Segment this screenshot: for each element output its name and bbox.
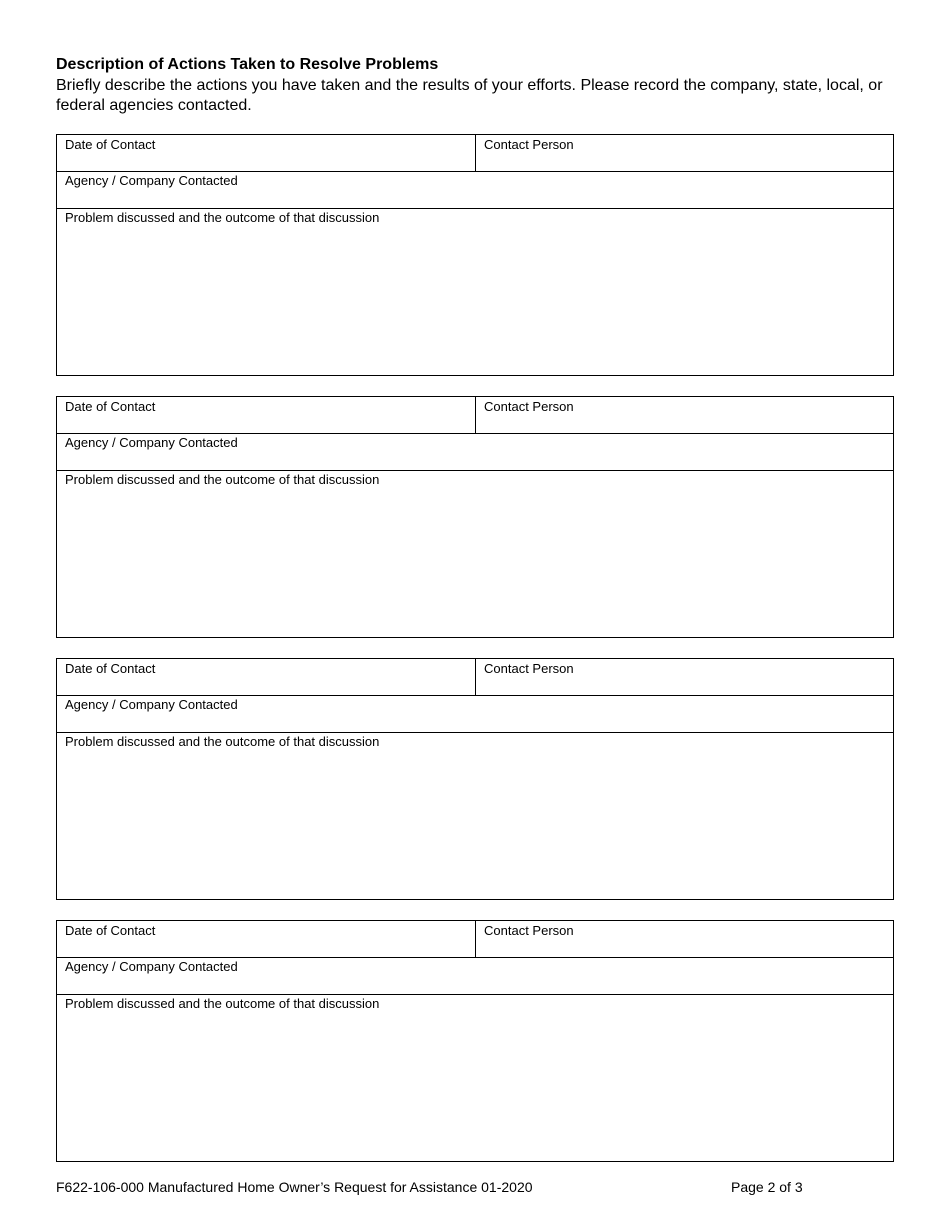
contact-person-label: Contact Person <box>484 137 574 152</box>
contact-person-label: Contact Person <box>484 923 574 938</box>
problem-discussed-label: Problem discussed and the outcome of that discussion <box>65 734 380 749</box>
field-divider <box>475 659 476 695</box>
agency-contacted-label: Agency / Company Contacted <box>65 435 238 450</box>
problem-discussed-label: Problem discussed and the outcome of that discussion <box>65 996 380 1011</box>
date-of-contact-label: Date of Contact <box>65 137 156 152</box>
page-number: Page 2 of 3 <box>731 1179 803 1195</box>
problem-discussed-label: Problem discussed and the outcome of that discussion <box>65 472 380 487</box>
contact-row <box>57 135 893 172</box>
contact-person-label: Contact Person <box>484 661 574 676</box>
contact-row <box>57 659 893 696</box>
contact-block <box>56 920 894 1162</box>
agency-contacted-label: Agency / Company Contacted <box>65 959 238 974</box>
agency-row <box>57 434 893 471</box>
contact-block <box>56 658 894 900</box>
date-of-contact-label: Date of Contact <box>65 661 156 676</box>
date-of-contact-label: Date of Contact <box>65 399 156 414</box>
agency-row <box>57 958 893 995</box>
contact-row <box>57 921 893 958</box>
agency-row <box>57 172 893 209</box>
agency-contacted-label: Agency / Company Contacted <box>65 173 238 188</box>
contact-block <box>56 396 894 638</box>
contact-person-label: Contact Person <box>484 399 574 414</box>
problem-discussed-label: Problem discussed and the outcome of that discussion <box>65 210 380 225</box>
date-of-contact-label: Date of Contact <box>65 923 156 938</box>
field-divider <box>475 135 476 171</box>
field-divider <box>475 921 476 957</box>
form-identifier: F622-106-000 Manufactured Home Owner’s Request for Assistance 01-2020 <box>56 1179 533 1195</box>
contact-row <box>57 397 893 434</box>
contact-block <box>56 134 894 376</box>
agency-row <box>57 696 893 733</box>
section-heading: Description of Actions Taken to Resolve Problems <box>56 56 439 73</box>
field-divider <box>475 397 476 433</box>
agency-contacted-label: Agency / Company Contacted <box>65 697 238 712</box>
section-instructions: Briefly describe the actions you have taken and the results of your efforts. Please record the company, state, local, or federal agencies contacted. <box>56 77 883 114</box>
